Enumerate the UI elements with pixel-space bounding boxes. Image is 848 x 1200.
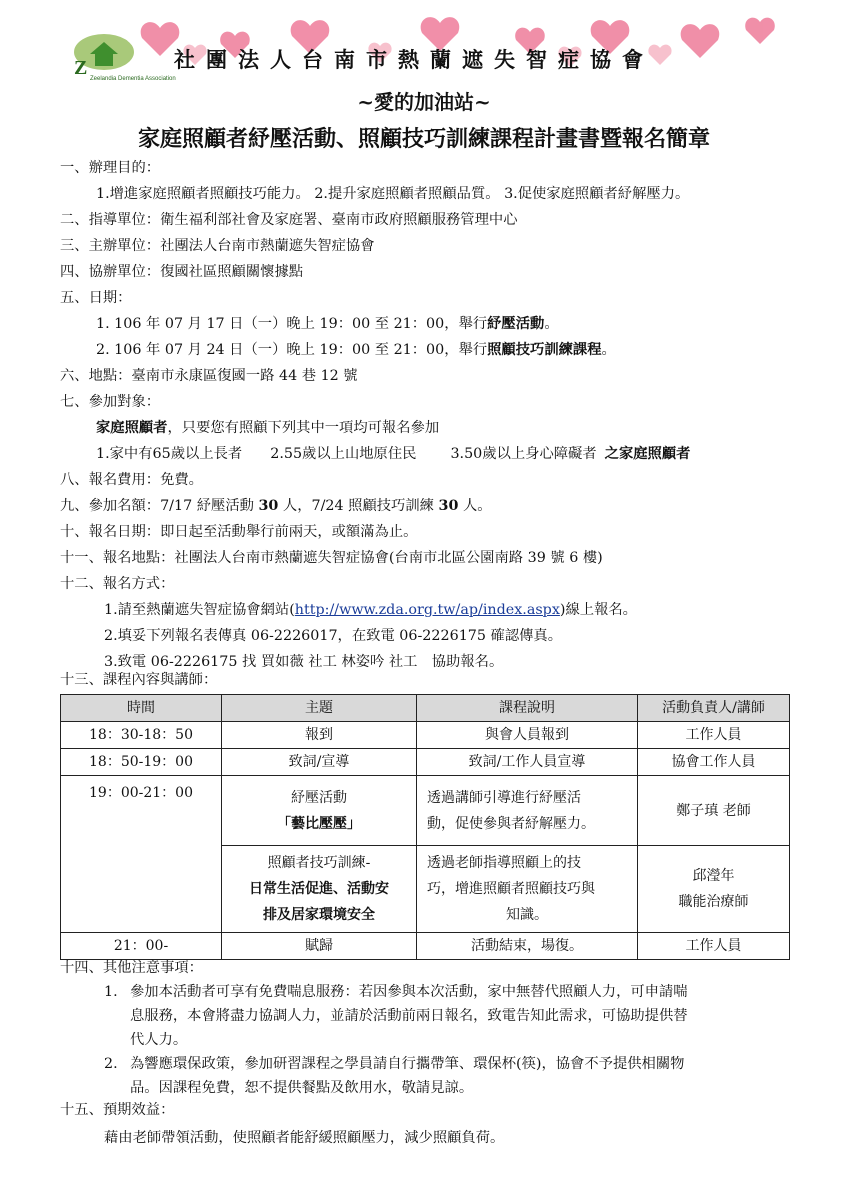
- section-8: 八、報名費用：免費。: [60, 472, 203, 488]
- cell-topic: 賦歸: [222, 933, 417, 960]
- eligibility-intro: [96, 418, 439, 438]
- association-logo: [70, 30, 176, 92]
- description-line: 知識。: [506, 907, 548, 923]
- criteria-2: 2.55歲以上山地原住民: [270, 446, 417, 462]
- eligibility-caregiver: 家庭照顧者: [96, 420, 168, 436]
- section-9: [60, 496, 492, 516]
- registration-method-2: 2.填妥下列報名表傳真 06-2226017，在致電 06-2226175 確認傳真。: [104, 628, 563, 644]
- quota-text-1: 九、參加名額：7/17 紓壓活動: [60, 498, 259, 514]
- date-item-2-event: 照顧技巧訓練課程: [487, 342, 602, 358]
- heart-icon: [745, 18, 775, 44]
- svg-text:Zeelandia Dementia Association: Zeelandia Dementia Association: [90, 76, 176, 82]
- cell-description: [417, 846, 638, 933]
- description-line: 透過講師引導進行紓壓活: [427, 789, 581, 806]
- note-2-line-1: 為響應環保政策，參加研習課程之學員請自行攜帶筆、環保杯(筷)，協會不予提供相關物: [130, 1056, 685, 1072]
- cell-lead: 工作人員: [638, 722, 790, 749]
- quota-text-3: 人。: [458, 498, 492, 514]
- document-title: 家庭照顧者紓壓活動、照顧技巧訓練課程計畫書暨報名簡章: [137, 126, 710, 152]
- cell-description: 致詞/工作人員宣導: [417, 749, 638, 776]
- description-line: 動，促使參與者紓解壓力。: [427, 815, 595, 832]
- section-7-heading: 七、參加對象：: [60, 394, 161, 410]
- lead-line: 職能治療師: [678, 894, 749, 910]
- section-12-heading: 十二、報名方式：: [60, 576, 175, 592]
- heart-icon: [681, 24, 720, 58]
- registration-method-1: [104, 600, 637, 620]
- topic-line: 紓壓活動: [291, 789, 347, 806]
- eligibility-text: ，只要您有照顧下列其中一項均可報名參加: [167, 420, 440, 436]
- note-1-line-3: 代人力。: [130, 1032, 188, 1048]
- quota-2: 30: [438, 498, 459, 514]
- col-header-time: 時間: [61, 695, 222, 722]
- table-row: [61, 933, 790, 960]
- section-13-heading: 十三、課程內容與講師：: [60, 672, 218, 688]
- section-2: 二、指導單位：衛生福利部社會及家庭署、臺南市政府照顧服務管理中心: [60, 212, 518, 228]
- cell-lead: 協會工作人員: [638, 749, 790, 776]
- date-item-1-event: 紓壓活動: [487, 316, 545, 332]
- cell-lead: [638, 846, 790, 933]
- topic-line: 排及居家環境安全: [263, 907, 375, 923]
- note-2-line-2: 品。因課程免費，恕不提供餐點及飲用水，敬請見諒。: [130, 1080, 474, 1096]
- topic-line: 「藝比壓壓」: [277, 815, 361, 832]
- section-5-heading: 五、日期：: [60, 290, 132, 306]
- registration-method-1-text: 1.請至熱蘭遮失智症協會網站(: [104, 602, 295, 618]
- section-4: 四、協辦單位：復國社區照顧關懷據點: [60, 264, 304, 280]
- note-2-number: 2.: [104, 1056, 118, 1072]
- table-row: [61, 722, 790, 749]
- section-11: 十一、報名地點：社團法人台南市熱蘭遮失智症協會(台南市北區公園南路 39 號 6 樓): [60, 550, 603, 566]
- topic-line: 照顧者技巧訓練-: [267, 855, 371, 871]
- table-row: [61, 776, 790, 846]
- expected-benefit: 藉由老師帶領活動，使照顧者能舒緩照顧壓力，減少照顧負荷。: [104, 1130, 505, 1146]
- note-1-line-2: 息服務，本會將盡力協調人力，並請於活動前兩日報名，致電告知此需求，可協助提供替: [130, 1008, 688, 1024]
- section-14-heading: 十四、其他注意事項：: [60, 960, 203, 976]
- table-row: [61, 749, 790, 776]
- col-header-topic: 主題: [222, 695, 417, 722]
- registration-website-link[interactable]: http://www.zda.org.tw/ap/index.aspx: [294, 602, 560, 618]
- cell-topic: [222, 776, 417, 846]
- section-3: 三、主辦單位：社團法人台南市熱蘭遮失智症協會: [60, 238, 375, 254]
- cell-time: 18：50-19：00: [61, 749, 222, 776]
- date-item-2-text: 2. 106 年 07 月 24 日（一）晚上 19：00 至 21：00，舉行: [96, 342, 488, 358]
- cell-time: 18：30-18：50: [61, 722, 222, 749]
- date-item-2-end: 。: [601, 342, 616, 358]
- note-1-number: 1.: [104, 984, 118, 1000]
- date-item-1-text: 1. 106 年 07 月 17 日（一）晚上 19：00 至 21：00，舉行: [96, 316, 488, 332]
- criteria-suffix: 之家庭照顧者: [604, 446, 691, 462]
- cell-topic: 致詞/宣導: [222, 749, 417, 776]
- description-line: 透過老師指導照顧上的技: [427, 855, 581, 871]
- criteria-3: 3.50歲以上身心障礙者: [450, 446, 597, 462]
- description-line: 巧，增進照顧者照顧技巧與: [427, 881, 595, 897]
- date-item-1-end: 。: [544, 316, 559, 332]
- course-schedule-table: [60, 694, 790, 960]
- cell-description: [417, 776, 638, 846]
- quota-text-2: 人，7/24 照顧技巧訓練: [278, 498, 439, 514]
- quota-1: 30: [258, 498, 279, 514]
- registration-method-3: 3.致電 06-2226175 找 買如薇 社工 林姿吟 社工 協助報名。: [104, 654, 504, 670]
- cell-time: 21：00-: [61, 933, 222, 960]
- cell-time: 19：00-21：00: [61, 776, 222, 933]
- eligibility-criteria: [96, 444, 690, 464]
- section-6: 六、地點：臺南市永康區復國一路 44 巷 12 號: [60, 368, 358, 384]
- criteria-1: 1.家中有65歲以上長者: [96, 446, 243, 462]
- section-1-heading: 一、辦理目的：: [60, 160, 161, 176]
- date-item-2: [96, 340, 616, 360]
- org-name: 社團法人台南市熱蘭遮失智症協會: [174, 47, 654, 72]
- col-header-description: 課程說明: [417, 695, 638, 722]
- cell-topic: [222, 846, 417, 933]
- section-10: 十、報名日期：即日起至活動舉行前兩天，或額滿為止。: [60, 524, 418, 540]
- note-1-line-1: 參加本活動者可享有免費喘息服務：若因參與本次活動，家中無替代照顧人力，可申請喘: [130, 984, 688, 1000]
- lead-line: 邱瀅年: [692, 868, 735, 884]
- section-15-heading: 十五、預期效益：: [60, 1102, 175, 1118]
- svg-text:Z: Z: [74, 57, 88, 79]
- station-subtitle: ~愛的加油站~: [357, 90, 491, 114]
- registration-method-1-end: )線上報名。: [559, 602, 637, 618]
- section-1-items: 1.增進家庭照顧者照顧技巧能力。 2.提升家庭照顧者照顧品質。 3.促使家庭照顧者紓解壓力。: [96, 186, 690, 202]
- cell-description: 與會人員報到: [417, 722, 638, 749]
- col-header-lead: 活動負責人/講師: [638, 695, 790, 722]
- table-header-row: [61, 695, 790, 722]
- cell-lead: 鄭子瑱 老師: [638, 776, 790, 846]
- cell-topic: 報到: [222, 722, 417, 749]
- date-item-1: [96, 314, 559, 334]
- cell-description: 活動結束，場復。: [417, 933, 638, 960]
- cell-lead: 工作人員: [638, 933, 790, 960]
- topic-line: 日常生活促進、活動安: [249, 881, 389, 897]
